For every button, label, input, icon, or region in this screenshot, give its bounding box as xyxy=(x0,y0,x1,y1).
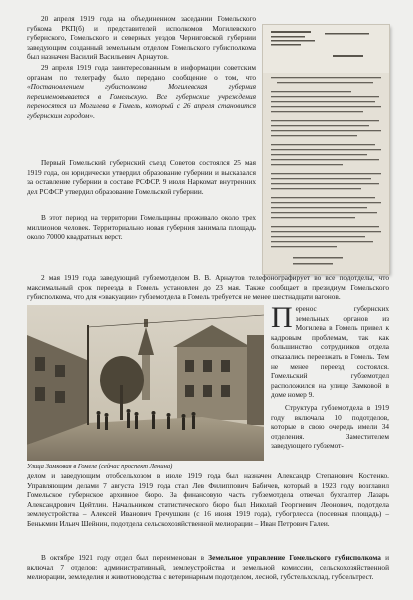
paragraph-population: В этот период на территории Гомельщины проживало около трех миллионов человек. Территориально новая губерния занимала площадь около 70000 квадратных верст. xyxy=(27,213,256,242)
document-text-lines xyxy=(263,25,389,274)
historic-street-photo xyxy=(27,305,264,461)
telegraph-quote: «Постановлением губисполкома Могилевская губерния переименовывается в Гомельскую. Все губернские учреждения переносятся из Могилева в Гомель, который с 26 апреля становится губернским городом». xyxy=(27,82,256,120)
paragraph-renaming xyxy=(27,553,389,582)
street-photo-drawing xyxy=(27,305,264,461)
paragraph-structure-intro: Структура губземотдела в 1919 году включала 10 подотделов, которые в свою очередь имели 34 отделения. Заместителем заведующего губземот- xyxy=(271,403,389,451)
drop-cap: П xyxy=(271,301,293,334)
paragraph-structure-staff: делом и заведующим отобсельхозом в июле 1919 года был назначен Александр Степанович Костенко. Управляющим делами 7 августа 1919 года стал Лев Филиппович Бабичев, который в 1923 году возглавил Гомельское губернское архивное бюро. За финансовую часть губземотдела отвечал бухгалтер Лазарь Александрович Цейтлин. Начальником статистического бюро был Николай Георгиевич Леонович, подотдела землеустройства – Алексей Иванович Гречушкин (с 16 июня 1919 года), губогрлесса (посевная площадь) – Бенькмин Ильич Шейнин, подотдела сельскохозяйственной мелиорации – Иван Петрович Галеи. xyxy=(27,471,389,528)
telegraph-intro: 29 апреля 1919 года заинтересованным в информации советским органам по телеграфу было передано сообщение о том, что xyxy=(27,63,256,82)
staff-problems-text: еренос губернских земельных органов из Могилева в Гомель привел к кадровым проблемам, так как большинство сотрудников отдела отказались переезжать в Гомель. Тем не менее переезд состоялся. Гомельский губземотдел расположился на улице Замковой в доме номер 9. xyxy=(271,304,389,400)
renaming-new-name: Земельное управление Гомельского губисполкома xyxy=(208,553,381,562)
paragraph-relocation-deadline: 2 мая 1919 года заведующий губземотделом В. В. Арнаутов телефонографирует во все подотделы, что максимальный срок переезда в Гомель установлен до 23 мая. Также сообщает в президиум Гомельского губисполкома, что для «эвакуации» губземотдела в Гомель требуется не менее шестнадцати вагонов. xyxy=(27,273,389,302)
paragraph-appointment: 20 апреля 1919 года на объединенном заседании Гомельского губкома РКП(б) и представителей исполкомов Могилевского губернского, Гомельского и северных уездов Черниговской губернии заведующим созданный земельным отделом Гомельского губисполкома был назначен Василий Васильевич Арнаутов. xyxy=(27,14,256,62)
renaming-departments: и включал 7 отделов: административный, землеустройства и земельной комиссии, сельскохозяйственной мелиорации, земледелия и животноводства с ветеринарным подотделом, лесной, губстельхсклад, губсельтрест. xyxy=(27,553,390,582)
renaming-intro: В октябре 1921 году отдел был переименован в xyxy=(41,553,209,562)
paragraph-congress: Первый Гомельский губернский съезд Советов состоялся 25 мая 1919 года, он юридически утвердил образование губернии и высказался за оставление губернии в составе РСФСР. 9 июля Наркомат внутренних дел РСФСР утвердил образование Гомельской губернии. xyxy=(27,158,256,196)
archive-document-image xyxy=(263,25,389,274)
paragraph-telegraph xyxy=(27,63,256,121)
photo-caption: Улица Замковая в Гомеле (сейчас проспект Ленина) xyxy=(27,463,173,470)
paragraph-staff-problems xyxy=(271,301,389,400)
